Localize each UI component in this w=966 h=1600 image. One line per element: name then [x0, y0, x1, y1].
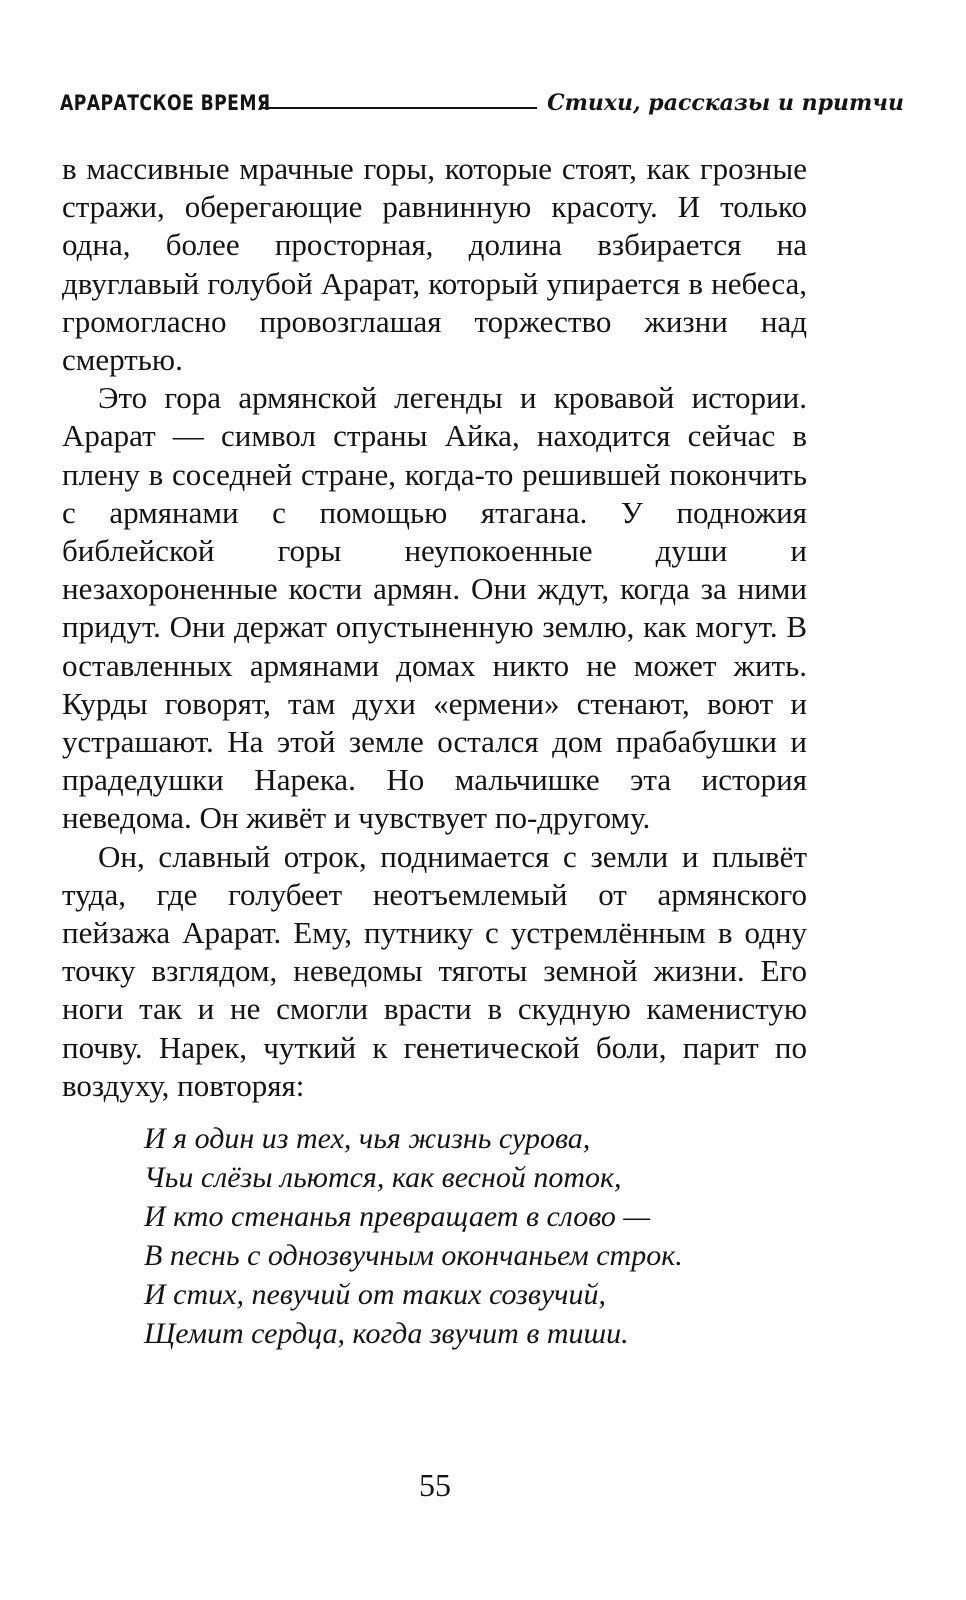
paragraph: Он, славный отрок, поднимается с земли и плывёт туда, где голубеет неотъемлемый от армянского пейзажа Арарат. Ему, путнику с устремлённым в одну точку взглядом, неведомы тяготы земной жизни. Его ноги так и не смогли врасти в скудную каменистую почву. Нарек, чуткий к генетической боли, парит по воздуху, повторяя:	[62, 838, 807, 1103]
poem	[144, 1119, 807, 1353]
running-header	[60, 84, 904, 114]
section-title: Стихи, рассказы и притчи	[547, 90, 904, 116]
book-title: АРАРАТСКОЕ ВРЕМЯ	[60, 91, 271, 115]
page-number: 55	[419, 1467, 451, 1503]
poem-line: Чьи слёзы льются, как весной поток,	[144, 1161, 622, 1195]
body-text	[62, 150, 807, 1353]
poem-line: И я один из тех, чья жизнь сурова,	[144, 1122, 591, 1156]
paragraph: Это гора армянской легенды и кровавой истории. Арарат — символ страны Айка, находится сейчас в плену в соседней стране, когда-то решившей покончить с армянами с помощью ятагана. У подножия библейской горы неупокоенные души и незахороненные кости армян. Они ждут, когда за ними придут. Они держат опустыненную землю, как могут. В оставленных армянами домах никто не может жить. Курды говорят, там духи «ермени» стенают, воют и устрашают. На этой земле остался дом прабабушки и прадедушки Нарека. Но мальчишке эта история неведома. Он живёт и чувствует по-другому.	[62, 380, 807, 836]
header-rule	[260, 107, 537, 109]
paragraph: в массивные мрачные горы, которые стоят, как грозные стражи, оберегающие равнинную красоту. И только одна, более просторная, долина взбирается на двуглавый голубой Арарат, который упирается в небеса, громогласно провозглашая торжество жизни над смертью.	[62, 151, 807, 378]
poem-line: Щемит сердца, когда звучит в тиши.	[144, 1317, 629, 1351]
poem-line: В песнь с однозвучным окончаньем строк.	[144, 1239, 683, 1273]
poem-line: И кто стенанья превращает в слово —	[144, 1200, 651, 1234]
poem-line: И стих, певучий от таких созвучий,	[144, 1278, 606, 1312]
